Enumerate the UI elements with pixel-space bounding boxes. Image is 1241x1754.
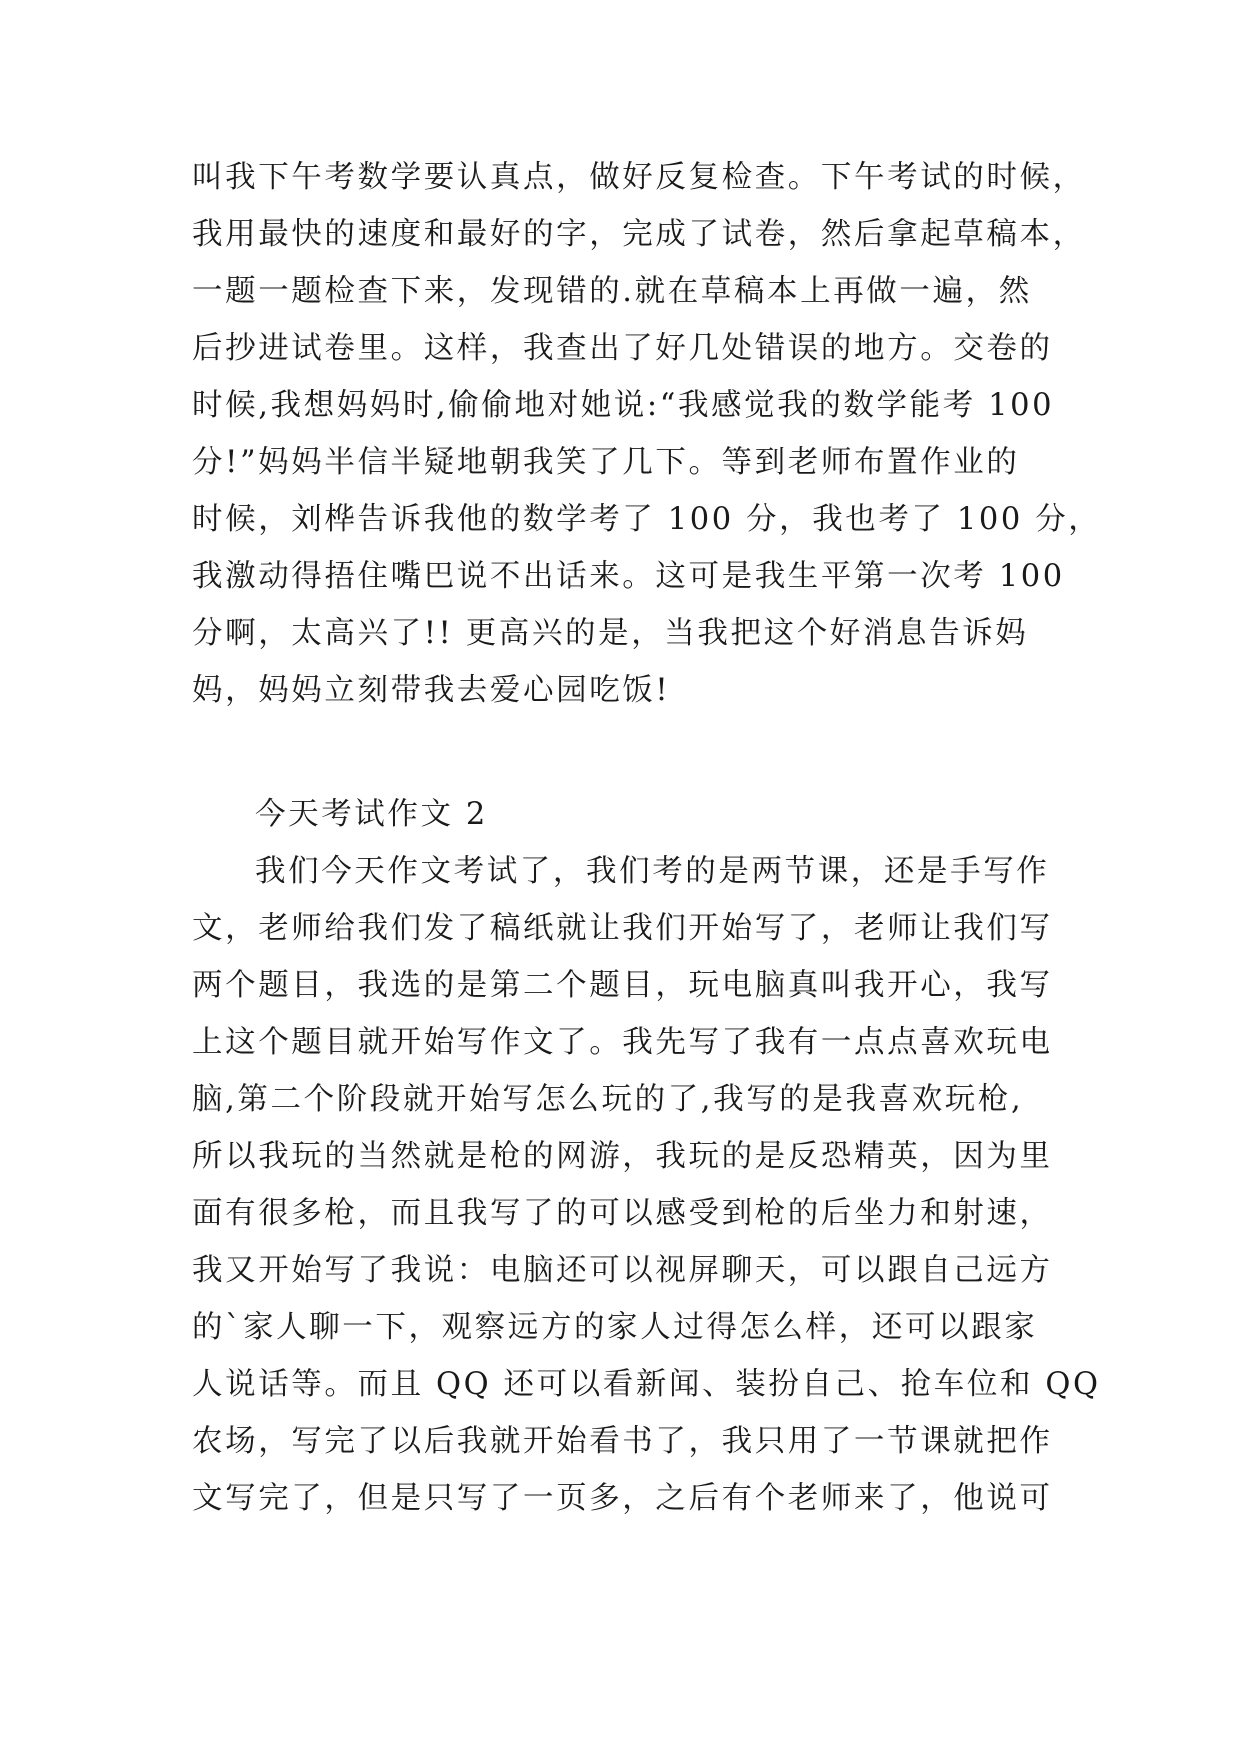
paragraph-line: 我用最快的速度和最好的字，完成了试卷，然后拿起草稿本， (192, 217, 1086, 252)
paragraph-line: 文写完了，但是只写了一页多，之后有个老师来了，他说可 (192, 1481, 1053, 1516)
paragraph-line: 我又开始写了我说：电脑还可以视屏聊天，可以跟自己远方 (192, 1253, 1053, 1288)
paragraph-line: 时候，刘桦告诉我他的数学考了 100 分，我也考了 100 分， (192, 502, 1102, 537)
paragraph-line: 妈，妈妈立刻带我去爱心园吃饭! (192, 673, 671, 708)
paragraph-line: 文，老师给我们发了稿纸就让我们开始写了，老师让我们写 (192, 911, 1053, 946)
paragraph-line: 我激动得捂住嘴巴说不出话来。这可是我生平第一次考 100 (192, 559, 1065, 594)
paragraph-line: 脑,第二个阶段就开始写怎么玩的了,我写的是我喜欢玩枪, (192, 1082, 1024, 1117)
paragraph-line: 叫我下午考数学要认真点，做好反复检查。下午考试的时候， (192, 160, 1086, 195)
paragraph-line: 的`家人聊一下，观察远方的家人过得怎么样，还可以跟家 (192, 1310, 1038, 1345)
paragraph-line: 面有很多枪，而且我写了的可以感受到枪的后坐力和射速， (192, 1196, 1053, 1231)
section-heading: 今天考试作文 2 (255, 797, 488, 832)
paragraph-line: 我们今天作文考试了，我们考的是两节课，还是手写作 (255, 854, 1050, 889)
paragraph-line: 后抄进试卷里。这样，我查出了好几处错误的地方。交卷的 (192, 331, 1053, 366)
paragraph-line: 上这个题目就开始写作文了。我先写了我有一点点喜欢玩电 (192, 1025, 1053, 1060)
paragraph-line: 人说话等。而且 QQ 还可以看新闻、装扮自己、抢车位和 QQ (192, 1367, 1101, 1402)
paragraph-line: 分啊，太高兴了!! 更高兴的是，当我把这个好消息告诉妈 (192, 616, 1029, 651)
paragraph-line: 所以我玩的当然就是枪的网游，我玩的是反恐精英，因为里 (192, 1139, 1053, 1174)
paragraph-line: 分!”妈妈半信半疑地朝我笑了几下。等到老师布置作业的 (192, 445, 1020, 480)
paragraph-line: 两个题目，我选的是第二个题目，玩电脑真叫我开心，我写 (192, 968, 1053, 1003)
paragraph-line: 农场，写完了以后我就开始看书了，我只用了一节课就把作 (192, 1424, 1053, 1459)
paragraph-line: 一题一题检查下来，发现错的.就在草稿本上再做一遍，然 (192, 274, 1032, 309)
paragraph-line: 时候,我想妈妈时,偷偷地对她说:“我感觉我的数学能考 100 (192, 388, 1055, 423)
